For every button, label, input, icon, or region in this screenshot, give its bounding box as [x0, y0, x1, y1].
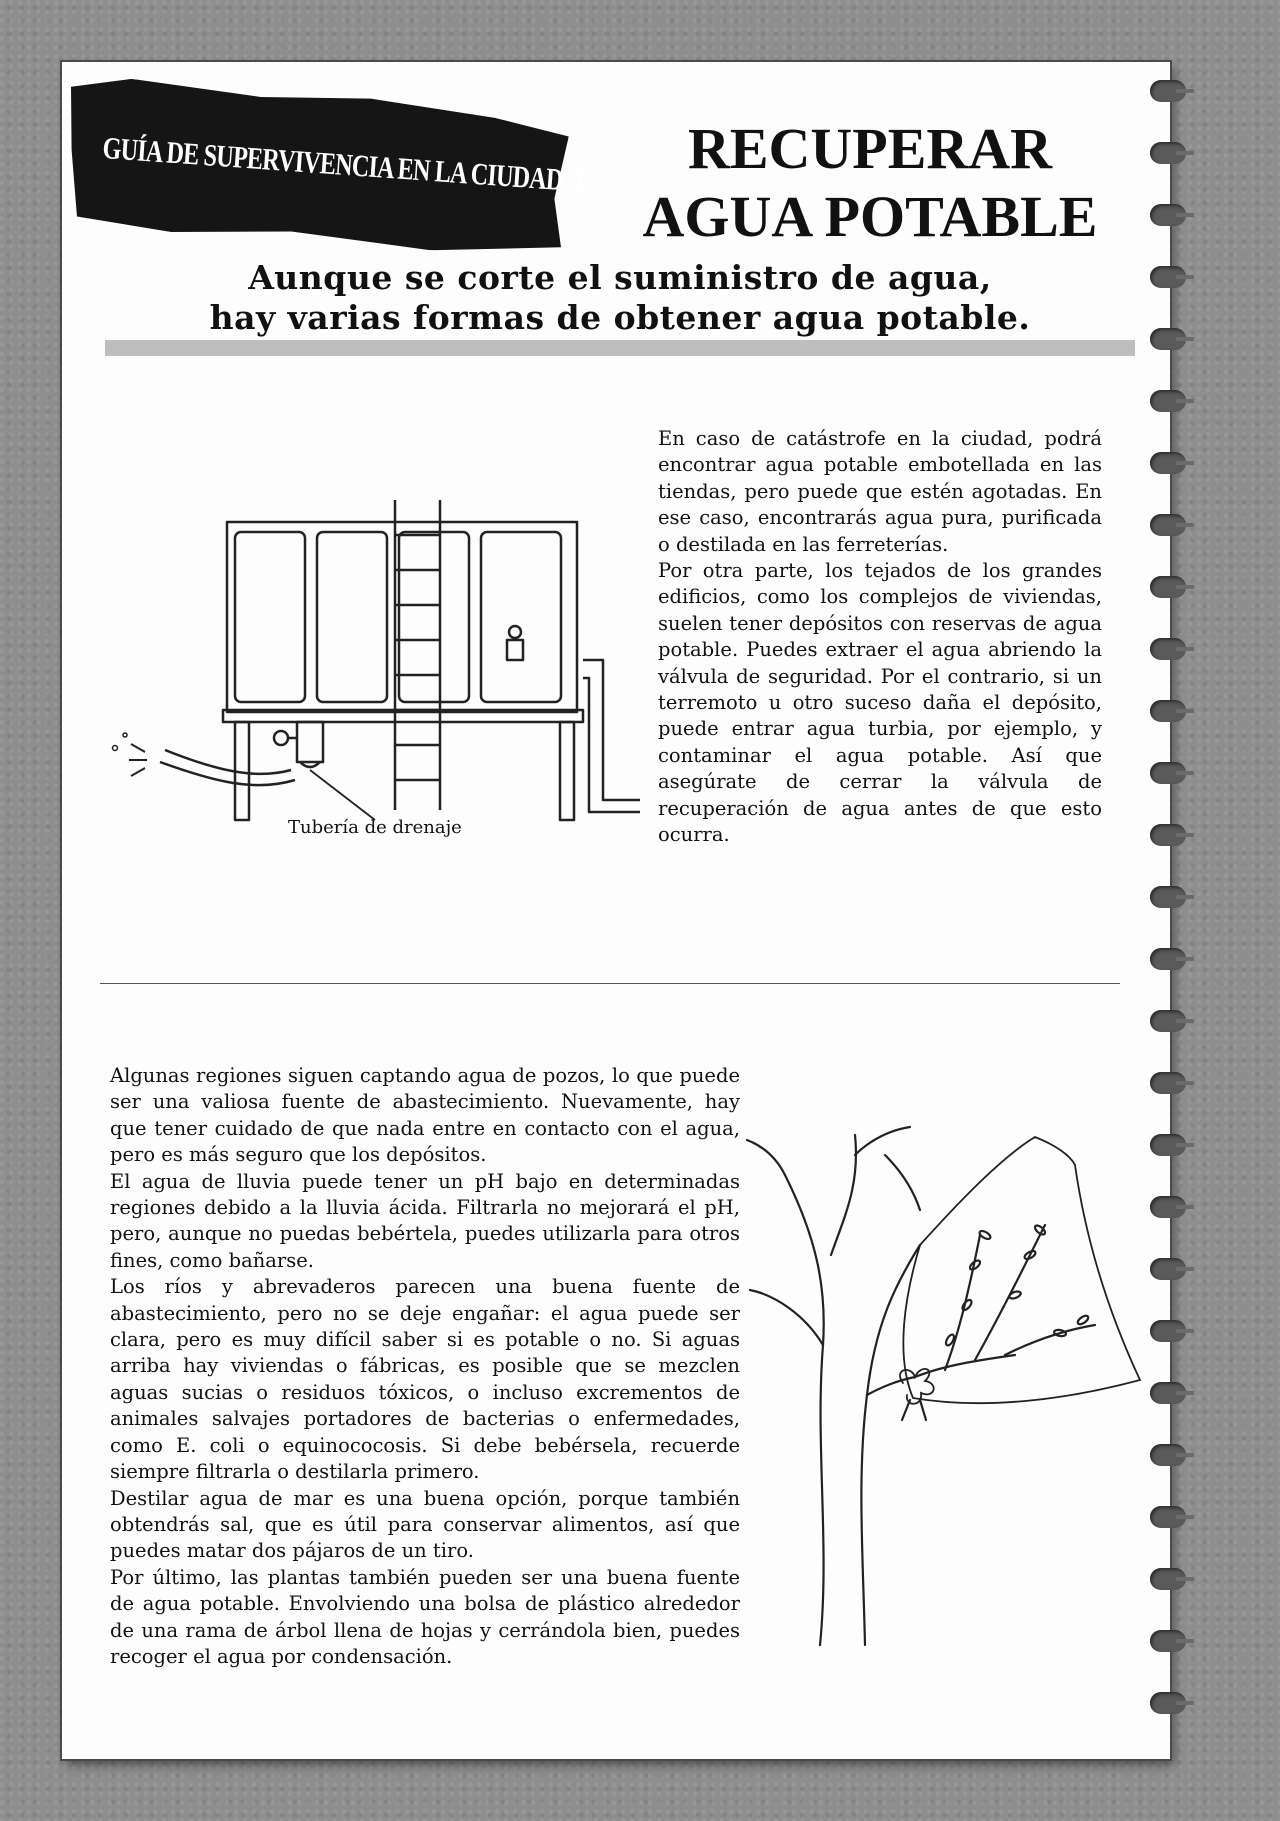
binding-hole	[1150, 638, 1186, 660]
paragraph: Por otra parte, los tejados de los grandes edificios, como los complejos de viviendas, suelen tener depósitos con reservas de agua potable. Puedes extraer el agua abriendo la válvula de seguridad. Por el contrario, si un terremoto u otro suceso daña el depósito, puede entrar agua turbia, por ejemplo, y contaminar el agua potable. Así que asegúrate de cerrar la válvula de recuperación de agua antes de que esto ocurra.	[658, 559, 1102, 847]
binding-hole	[1150, 1010, 1186, 1032]
binding-hole	[1150, 1196, 1186, 1218]
binding-hole	[1150, 1382, 1186, 1404]
binding-hole	[1150, 328, 1186, 350]
binding-hole	[1150, 576, 1186, 598]
paragraph: Destilar agua de mar es una buena opción, porque también obtendrás sal, que es útil para conservar alimentos, así que puedes matar dos pájaros de un tiro.	[110, 1486, 740, 1563]
tree-bag-illustration	[745, 1115, 1145, 1655]
subtitle-line-1: Aunque se corte el suministro de agua,	[248, 258, 992, 297]
binding-hole	[1150, 700, 1186, 722]
page-title-line-2: AGUA POTABLE	[642, 184, 1098, 249]
binding-hole	[1150, 1568, 1186, 1590]
paragraph: El agua de lluvia puede tener un pH bajo en determinadas regiones debido a la lluvia ácida. Filtrarla no mejorará el pH, pero, aunque no puedas bebértela, puedes utilizarla para otros fines, como bañarse.	[110, 1169, 740, 1272]
binding-hole	[1150, 948, 1186, 970]
paragraph: Algunas regiones siguen captando agua de pozos, lo que puede ser una valiosa fuente de abastecimiento. Nuevamente, hay que tener cuidado de que nada entre en contacto con el agua, pero es más seguro que los depósitos.	[110, 1064, 740, 1167]
ring-binding	[1150, 80, 1210, 1760]
section-divider	[100, 983, 1120, 984]
binding-hole	[1150, 1444, 1186, 1466]
subtitle-line-2: hay varias formas de obtener agua potable.	[209, 298, 1031, 337]
binding-hole	[1150, 266, 1186, 288]
binding-hole	[1150, 514, 1186, 536]
drain-pipe-caption: Tubería de drenaje	[288, 817, 462, 838]
binding-hole	[1150, 142, 1186, 164]
paragraph: Por último, las plantas también pueden ser una buena fuente de agua potable. Envolviendo una bolsa de plástico alrededor de una rama de árbol llena de hojas y cerrándola bien, puedes recoger el agua por condensación.	[110, 1565, 740, 1668]
binding-hole	[1150, 80, 1186, 102]
page-title-line-1: RECUPERAR	[687, 116, 1053, 181]
binding-hole	[1150, 1692, 1186, 1714]
binding-hole	[1150, 1320, 1186, 1342]
binding-hole	[1150, 452, 1186, 474]
paragraph: Los ríos y abrevaderos parecen una buena fuente de abastecimiento, pero no se deje engañar: el agua puede ser clara, pero es muy difícil saber si es potable o no. Si aguas arriba hay viviendas o fábricas, es posible que se mezclen aguas sucias o residuos tóxicos, o incluso excrementos de animales salvajes portadores de bacterias o enfermedades, como E. coli o equinococosis. Si debe bebérsela, recuerde siempre filtrarla o destilarla primero.	[110, 1275, 740, 1484]
guide-banner-text: GUÍA DE SUPERVIVENCIA EN LA CIUDAD ①	[101, 130, 590, 199]
binding-hole	[1150, 1258, 1186, 1280]
binding-hole	[1150, 390, 1186, 412]
binding-hole	[1150, 1072, 1186, 1094]
water-tank-illustration	[105, 480, 645, 840]
binding-hole	[1150, 1506, 1186, 1528]
binding-hole	[1150, 204, 1186, 226]
section2-text	[110, 1063, 740, 1670]
binding-hole	[1150, 762, 1186, 784]
header-underline	[105, 340, 1135, 356]
binding-hole	[1150, 824, 1186, 846]
binding-hole	[1150, 1134, 1186, 1156]
section1-text	[658, 426, 1102, 849]
paragraph: En caso de catástrofe en la ciudad, podrá encontrar agua potable embotellada en las tiendas, pero puede que estén agotadas. En ese caso, encontrarás agua pura, purificada o destilada en las ferreterías.	[658, 427, 1102, 556]
binding-hole	[1150, 886, 1186, 908]
binding-hole	[1150, 1630, 1186, 1652]
